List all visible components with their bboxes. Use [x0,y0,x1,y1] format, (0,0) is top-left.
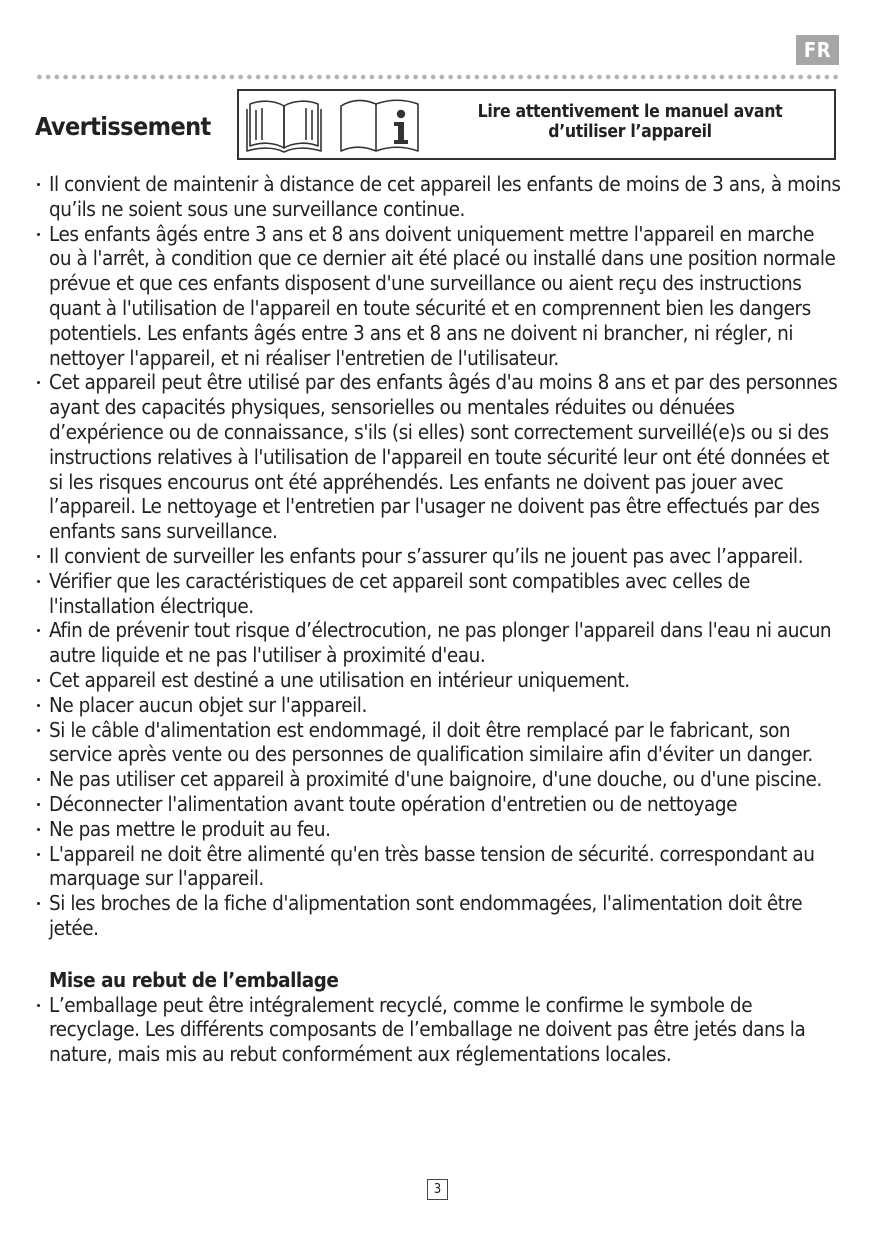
safety-item: Il convient de maintenir à distance de cet appareil les enfants de moins de 3 ans, à moins qu’ils ne soient sous une surveillance continue. [35,172,841,222]
warning-heading: Avertissement [35,112,211,141]
safety-item: Ne pas utiliser cet appareil à proximité d'une baignoire, d'une douche, ou d'une piscine. [35,767,841,792]
safety-item: L'appareil ne doit être alimenté qu'en très basse tension de sécurité. correspondant au marquage sur l'appareil. [35,842,841,892]
info-icon [338,96,422,154]
safety-item: Si le câble d'alimentation est endommagé, il doit être remplacé par le fabricant, son service après vente ou des personnes de qualification similaire afin d'éviter un danger. [35,718,841,768]
page-number: 3 [427,1179,448,1200]
safety-list [35,172,841,941]
safety-item: Cet appareil peut être utilisé par des enfants âgés d'au moins 8 ans et par des personnes ayant des capacités physiques, sensorielles ou mentales réduites ou dénuées d’expérience ou de connaissance, s'ils (si elles) sont correctement surveillé(e)s ou si des instructions relatives à l'utilisation de l'appareil en toute sécurité leur ont été données et si les risques encourus ont été appréhendés. Les enfants ne doivent pas jouer avec l’appareil. Le nettoyage et l'entretien par l'usager ne doivent pas être effectués par des enfants sans surveillance. [35,370,841,544]
safety-item: Il convient de surveiller les enfants pour s’assurer qu’ils ne jouent pas avec l’appareil. [35,544,841,569]
safety-item: Ne pas mettre le produit au feu. [35,817,841,842]
packaging-item: L’emballage peut être intégralement recyclé, comme le confirme le symbole de recyclage. Les différents composants de l’emballage ne doivent pas être jetés dans la nature, mais mis au rebut conformément aux réglementations locales. [35,993,841,1067]
safety-item: Si les broches de la fiche d'alipmentation sont endommagées, l'alimentation doit être jetée. [35,891,841,941]
safety-instructions [35,172,841,1067]
safety-item: Déconnecter l'alimentation avant toute opération d'entretien ou de nettoyage [35,792,841,817]
read-manual-notice [237,89,836,160]
safety-item: Ne placer aucun objet sur l'appareil. [35,693,841,718]
safety-item: Afin de prévenir tout risque d’électrocution, ne pas plonger l'appareil dans l'eau ni aucun autre liquide et ne pas l'utiliser à proximité d'eau. [35,618,841,668]
safety-item: Les enfants âgés entre 3 ans et 8 ans doivent uniquement mettre l'appareil en marche ou à l'arrêt, à condition que ce dernier ait été placé ou installé dans une position normale prévue et que ces enfants disposent d'une surveillance ou aient reçu des instructions quant à l'utilisation de l'appareil en toute sécurité et en comprennent bien les dangers potentiels. Les enfants âgés entre 3 ans et 8 ans ne doivent ni brancher, ni régler, ni nettoyer l'appareil, et ni réaliser l'entretien de l'utilisateur. [35,222,841,371]
notice-text: Lire attentivement le manuel avant d’utiliser l’appareil [477,102,783,142]
safety-item: Cet appareil est destiné a une utilisation en intérieur uniquement. [35,668,841,693]
dotted-divider [35,73,841,81]
safety-item: Vérifier que les caractéristiques de cet appareil sont compatibles avec celles de l'installation électrique. [35,569,841,619]
packaging-heading: Mise au rebut de l’emballage [49,967,339,992]
open-manual-icon [244,96,324,154]
language-badge: FR [796,35,839,65]
packaging-list [35,993,841,1067]
